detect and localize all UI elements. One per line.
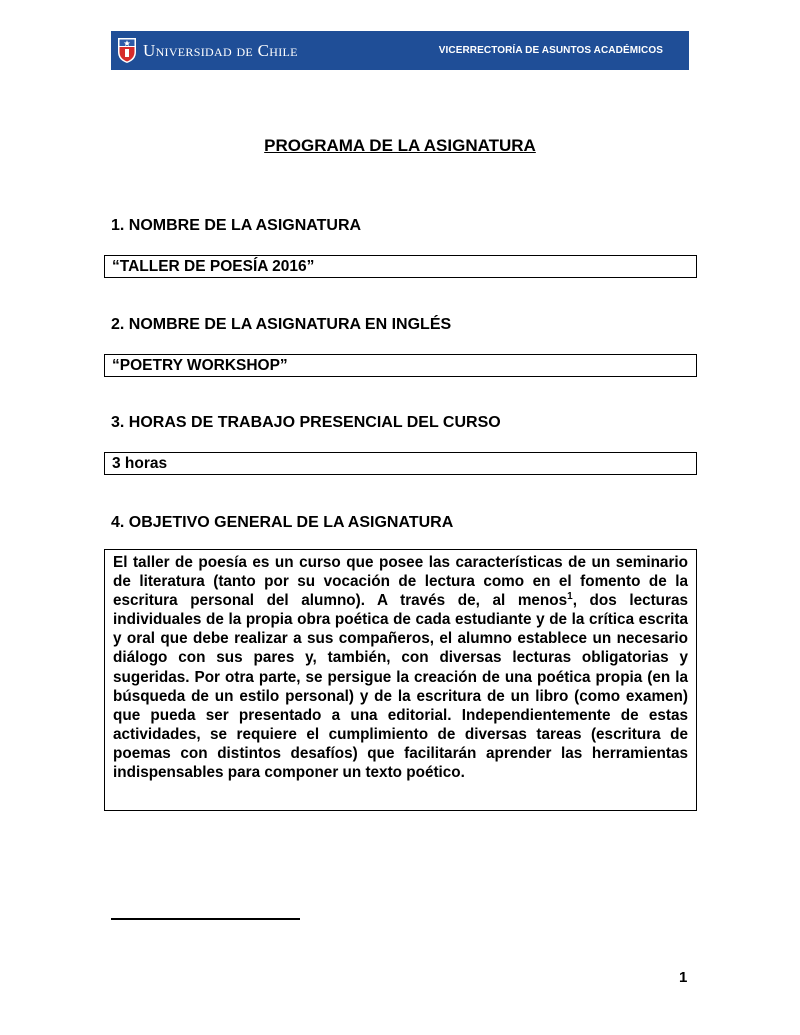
contact-hours-value: 3 horas <box>112 455 168 472</box>
department-name: VICERRECTORÍA DE ASUNTOS ACADÉMICOS <box>438 45 663 56</box>
university-crest-icon <box>117 37 137 64</box>
section-1-box <box>104 255 697 278</box>
section-3-heading: 3. HORAS DE TRABAJO PRESENCIAL DEL CURSO <box>111 414 501 431</box>
section-3-box <box>104 452 697 475</box>
university-name: Universidad de Chile <box>143 40 298 60</box>
objective-text-part1: El taller de poesía es un curso que posee las características de un seminario de literatura (tanto por su vocación de lectura como en el fomento de la escritura personal del alumno). A través de, al menos <box>113 554 688 610</box>
section-4-box <box>104 549 697 811</box>
section-4-heading: 4. OBJETIVO GENERAL DE LA ASIGNATURA <box>111 514 454 531</box>
course-name-english-value: “POETRY WORKSHOP” <box>112 357 288 374</box>
section-2-box <box>104 354 697 377</box>
page-number: 1 <box>679 969 688 986</box>
header-banner <box>111 31 689 70</box>
section-2-heading: 2. NOMBRE DE LA ASIGNATURA EN INGLÉS <box>111 316 452 333</box>
footnote-separator <box>111 918 300 920</box>
course-name-value: “TALLER DE POESÍA 2016” <box>112 258 315 275</box>
footnote-marker[interactable]: 1 <box>567 591 573 603</box>
page-title: PROGRAMA DE LA ASIGNATURA <box>264 136 536 155</box>
section-1-heading: 1. NOMBRE DE LA ASIGNATURA <box>111 217 362 234</box>
objective-text-part2: , dos lecturas individuales de la propia obra poética de cada estudiante y de la crítica escrita y oral que debe realizar a sus compañeros, el alumno establece un necesario diálogo con sus pares y, también, con diversas lecturas obligatorias y sugeridas. Por otra parte, se persigue la creación de una poética propia (en la búsqueda de un estilo personal) y de la escritura de un libro (como examen) que pueda ser presentado a una editorial. Independientemente de estas actividades, se requiere el cumplimiento de diversas tareas (escritura de poemas con distintos desafíos) que facilitarán aprender las herramientas indispensables para componer un texto poético. <box>113 592 688 782</box>
